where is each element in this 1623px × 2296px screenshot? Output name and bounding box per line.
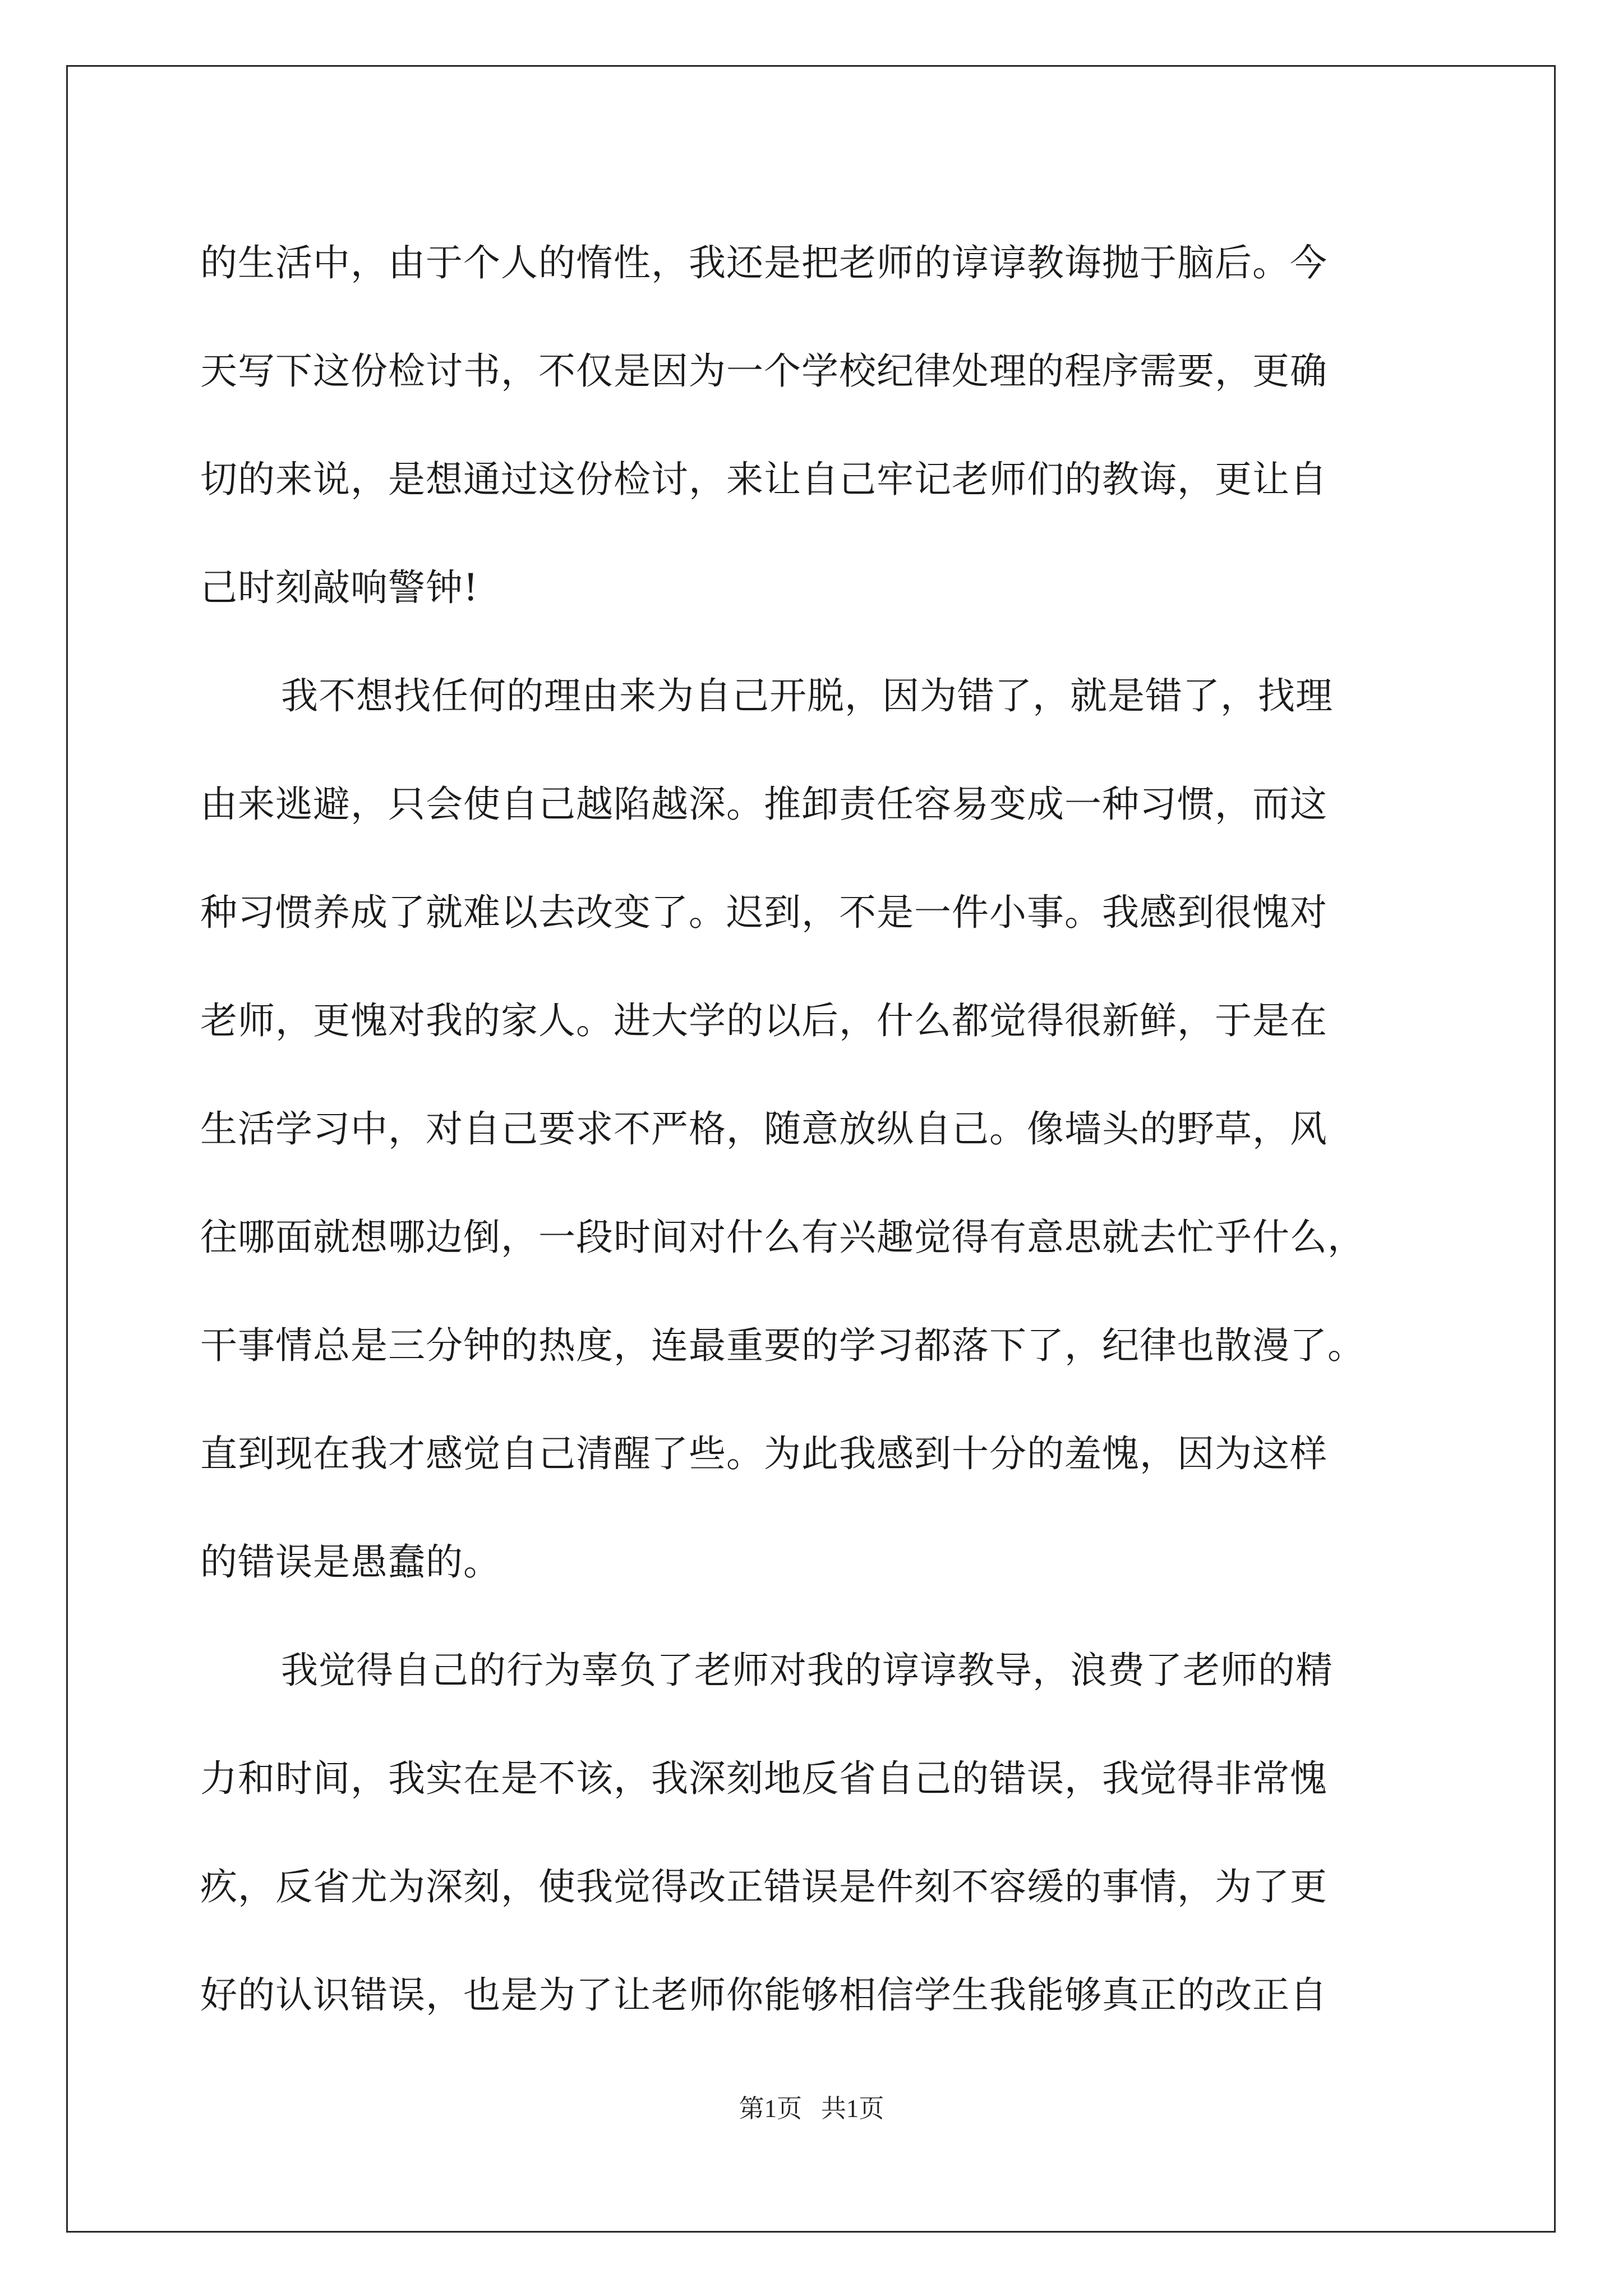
text-line: 由来逃避，只会使自己越陷越深。推卸责任容易变成一种习惯，而这 [200, 783, 1327, 826]
text-line: 老师，更愧对我的家人。进大学的以后，什么都觉得很新鲜，于是在 [200, 999, 1327, 1042]
text-line: 天写下这份检讨书，不仅是因为一个学校纪律处理的程序需要，更确 [200, 349, 1327, 393]
text-line: 的生活中，由于个人的惰性，我还是把老师的谆谆教诲抛于脑后。今 [200, 241, 1327, 284]
text-line: 种习惯养成了就难以去改变了。迟到，不是一件小事。我感到很愧对 [200, 891, 1327, 934]
text-line: 力和时间，我实在是不该，我深刻地反省自己的错误，我觉得非常愧 [200, 1757, 1327, 1800]
paragraph [200, 642, 1434, 1616]
text-line: 我觉得自己的行为辜负了老师对我的谆谆教导，浪费了老师的精 [281, 1649, 1333, 1692]
page-footer [0, 2088, 1623, 2124]
document-body [200, 209, 1434, 2049]
text-line: 己时刻敲响警钟! [200, 566, 479, 609]
text-line: 生活学习中，对自己要求不严格，随意放纵自己。像墙头的野草，风 [200, 1107, 1327, 1151]
text-line: 干事情总是三分钟的热度，连最重要的学习都落下了，纪律也散漫了。 [200, 1324, 1365, 1367]
page-total: 共1页 [820, 2095, 884, 2123]
paragraph [200, 209, 1434, 642]
text-line: 往哪面就想哪边倒，一段时间对什么有兴趣觉得有意思就去忙乎什么， [200, 1216, 1365, 1259]
paragraph [200, 1616, 1434, 2049]
text-line: 好的认识错误，也是为了让老师你能够相信学生我能够真正的改正自 [200, 1973, 1327, 2017]
text-line: 疚，反省尤为深刻，使我觉得改正错误是件刻不容缓的事情，为了更 [200, 1865, 1327, 1908]
text-line: 的错误是愚蠢的。 [200, 1540, 501, 1584]
text-line: 直到现在我才感觉自己清醒了些。为此我感到十分的羞愧，因为这样 [200, 1432, 1327, 1475]
text-line: 切的来说，是想通过这份检讨，来让自己牢记老师们的教诲，更让自 [200, 458, 1327, 501]
text-line: 我不想找任何的理由来为自己开脱，因为错了，就是错了，找理 [281, 674, 1333, 717]
page-number: 第1页 [739, 2095, 803, 2123]
